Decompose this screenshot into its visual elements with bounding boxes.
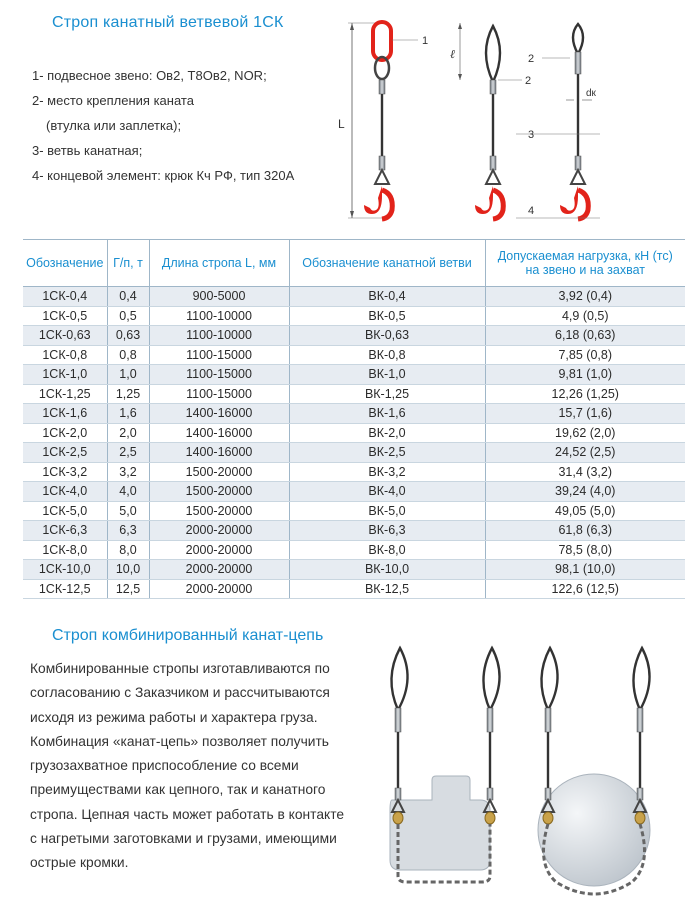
cell-length: 900-5000 xyxy=(149,287,289,307)
sling-diagram xyxy=(330,18,620,233)
cell-branch: ВК-4,0 xyxy=(289,482,485,502)
cell-load: 15,7 (1,6) xyxy=(485,404,685,424)
cell-branch: ВК-3,2 xyxy=(289,462,485,482)
cell-load: 78,5 (8,0) xyxy=(485,540,685,560)
cell-branch: ВК-12,5 xyxy=(289,579,485,599)
cell-length: 2000-20000 xyxy=(149,560,289,580)
cell-designation: 1СК-0,4 xyxy=(23,287,107,307)
cell-branch: ВК-1,0 xyxy=(289,365,485,385)
callout-2a: 2 xyxy=(528,53,535,65)
col-load xyxy=(485,240,685,287)
cell-capacity: 8,0 xyxy=(107,540,149,560)
cell-designation: 1СК-12,5 xyxy=(23,579,107,599)
cell-branch: ВК-8,0 xyxy=(289,540,485,560)
col-designation: Обозначение xyxy=(23,240,107,287)
text-line: острые кромки. xyxy=(30,855,129,871)
cell-branch: ВК-10,0 xyxy=(289,560,485,580)
table-row xyxy=(23,365,685,385)
cell-designation: 1СК-0,63 xyxy=(23,326,107,346)
cell-load: 98,1 (10,0) xyxy=(485,560,685,580)
cell-designation: 1СК-2,5 xyxy=(23,443,107,463)
cell-capacity: 4,0 xyxy=(107,482,149,502)
cell-length: 1100-15000 xyxy=(149,365,289,385)
cell-branch: ВК-2,5 xyxy=(289,443,485,463)
table-row xyxy=(23,384,685,404)
sling-3 xyxy=(560,24,588,219)
cell-designation: 1СК-8,0 xyxy=(23,540,107,560)
cell-length: 1100-15000 xyxy=(149,345,289,365)
cell-load: 3,92 (0,4) xyxy=(485,287,685,307)
table-row xyxy=(23,443,685,463)
block-load-icon xyxy=(390,776,490,870)
cell-capacity: 2,0 xyxy=(107,423,149,443)
text-line: Комбинированные стропы изготавливаются по xyxy=(30,661,330,676)
cell-length: 1100-15000 xyxy=(149,384,289,404)
col-length: Длина стропа L, мм xyxy=(149,240,289,287)
cell-branch: ВК-0,4 xyxy=(289,287,485,307)
cell-length: 1400-16000 xyxy=(149,423,289,443)
cell-load: 24,52 (2,5) xyxy=(485,443,685,463)
cell-designation: 1СК-10,0 xyxy=(23,560,107,580)
cell-capacity: 3,2 xyxy=(107,462,149,482)
table-row xyxy=(23,404,685,424)
table-row xyxy=(23,462,685,482)
cell-load: 39,24 (4,0) xyxy=(485,482,685,502)
cell-load: 31,4 (3,2) xyxy=(485,462,685,482)
cell-length: 1500-20000 xyxy=(149,482,289,502)
cell-branch: ВК-5,0 xyxy=(289,501,485,521)
cell-load: 49,05 (5,0) xyxy=(485,501,685,521)
cell-capacity: 1,6 xyxy=(107,404,149,424)
cell-length: 2000-20000 xyxy=(149,579,289,599)
label-diameter: dк xyxy=(586,88,596,99)
table-row xyxy=(23,345,685,365)
cell-capacity: 0,5 xyxy=(107,306,149,326)
cell-length: 1400-16000 xyxy=(149,404,289,424)
hook-icon xyxy=(364,186,382,214)
master-link-icon xyxy=(373,22,391,60)
cell-designation: 1СК-6,3 xyxy=(23,521,107,541)
cell-branch: ВК-1,25 xyxy=(289,384,485,404)
table-row xyxy=(23,306,685,326)
col-load-line2: на звено и на захват xyxy=(525,263,645,277)
table-row xyxy=(23,326,685,346)
legend-item: 3- ветвь канатная; xyxy=(32,143,143,158)
cell-capacity: 12,5 xyxy=(107,579,149,599)
label-L: L xyxy=(338,117,345,131)
table-row xyxy=(23,521,685,541)
table-row xyxy=(23,423,685,443)
cell-designation: 1СК-0,5 xyxy=(23,306,107,326)
cell-length: 1400-16000 xyxy=(149,443,289,463)
text-line: грузозахватное приспособление со всеми xyxy=(30,758,299,774)
legend-item: (втулка или заплетка); xyxy=(46,118,182,133)
table-row xyxy=(23,540,685,560)
cell-branch: ВК-0,8 xyxy=(289,345,485,365)
cell-length: 1100-10000 xyxy=(149,306,289,326)
table-row xyxy=(23,501,685,521)
cell-load: 122,6 (12,5) xyxy=(485,579,685,599)
sling-1 xyxy=(364,22,392,219)
cell-designation: 1СК-1,0 xyxy=(23,365,107,385)
hook-icon xyxy=(475,186,493,214)
cell-branch: ВК-0,5 xyxy=(289,306,485,326)
cell-capacity: 1,25 xyxy=(107,384,149,404)
sling-left-a xyxy=(391,648,407,824)
cell-branch: ВК-0,63 xyxy=(289,326,485,346)
table-row xyxy=(23,287,685,307)
cell-designation: 1СК-4,0 xyxy=(23,482,107,502)
cell-capacity: 6,3 xyxy=(107,521,149,541)
legend-item: 4- концевой элемент: крюк Кч РФ, тип 320А xyxy=(32,168,295,183)
table-row xyxy=(23,482,685,502)
page-title: Строп канатный ветвевой 1СК xyxy=(52,14,284,31)
col-load-line1: Допускаемая нагрузка, кН (тс) xyxy=(497,249,673,263)
round-load-icon xyxy=(538,774,650,886)
callout-2b: 2 xyxy=(525,75,532,87)
cell-capacity: 10,0 xyxy=(107,560,149,580)
cell-capacity: 0,63 xyxy=(107,326,149,346)
cell-capacity: 1,0 xyxy=(107,365,149,385)
cell-branch: ВК-1,6 xyxy=(289,404,485,424)
text-line: согласованию с Заказчиком и рассчитываются xyxy=(30,685,330,701)
cell-capacity: 0,4 xyxy=(107,287,149,307)
col-capacity: Г/п, т xyxy=(107,240,149,287)
section-title: Строп комбинированный канат-цепь xyxy=(52,627,324,644)
text-line: Комбинация «канат-цепь» позволяет получить xyxy=(30,733,329,749)
callout-3: 3 xyxy=(528,129,535,141)
sling-spec-table xyxy=(23,239,685,599)
component-legend xyxy=(32,66,294,191)
cell-designation: 1СК-0,8 xyxy=(23,345,107,365)
callout-1: 1 xyxy=(422,35,429,47)
cell-load: 12,26 (1,25) xyxy=(485,384,685,404)
cell-load: 61,8 (6,3) xyxy=(485,521,685,541)
legend-item: 1- подвесное звено: Ов2, Т8Ов2, NOR; xyxy=(32,68,267,83)
col-branch: Обозначение канатной ветви xyxy=(289,240,485,287)
table-row xyxy=(23,579,685,599)
table-row xyxy=(23,560,685,580)
text-line: преимуществами как цепного, так и канатного xyxy=(30,782,326,798)
text-line: с нагретыми заготовками и грузами, имеющими xyxy=(30,831,337,847)
text-line: исходя из режима работы и характера груза. xyxy=(30,709,318,725)
label-l: ℓ xyxy=(450,47,455,61)
cell-load: 6,18 (0,63) xyxy=(485,326,685,346)
cell-designation: 1СК-3,2 xyxy=(23,462,107,482)
callout-4: 4 xyxy=(528,205,535,217)
cell-load: 7,85 (0,8) xyxy=(485,345,685,365)
sling-2 xyxy=(450,23,503,219)
cell-designation: 1СК-1,6 xyxy=(23,404,107,424)
legend-item: 2- место крепления каната xyxy=(32,93,194,108)
cell-branch: ВК-2,0 xyxy=(289,423,485,443)
cell-designation: 1СК-2,0 xyxy=(23,423,107,443)
cell-load: 9,81 (1,0) xyxy=(485,365,685,385)
cell-capacity: 2,5 xyxy=(107,443,149,463)
cell-length: 2000-20000 xyxy=(149,540,289,560)
rope-chain-illustration xyxy=(378,640,690,905)
sling-left-b xyxy=(483,648,499,824)
cell-branch: ВК-6,3 xyxy=(289,521,485,541)
cell-designation: 1СК-5,0 xyxy=(23,501,107,521)
cell-length: 1100-10000 xyxy=(149,326,289,346)
cell-load: 19,62 (2,0) xyxy=(485,423,685,443)
cell-capacity: 0,8 xyxy=(107,345,149,365)
cell-length: 1500-20000 xyxy=(149,501,289,521)
cell-length: 1500-20000 xyxy=(149,462,289,482)
cell-capacity: 5,0 xyxy=(107,501,149,521)
hook-icon xyxy=(560,186,578,214)
text-line: стропа. Цепная часть может работать в контакте xyxy=(30,806,345,822)
cell-length: 2000-20000 xyxy=(149,521,289,541)
cell-designation: 1СК-1,25 xyxy=(23,384,107,404)
table-header-row xyxy=(23,240,685,287)
cell-load: 4,9 (0,5) xyxy=(485,306,685,326)
description-text xyxy=(30,657,380,876)
